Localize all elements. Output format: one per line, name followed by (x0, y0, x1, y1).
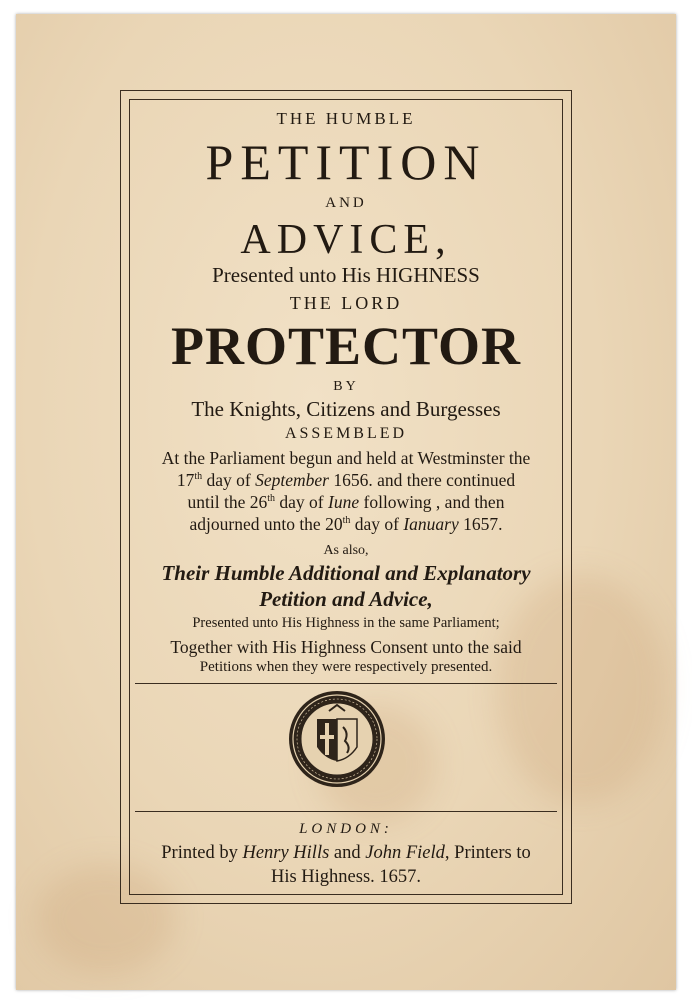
text-span: day of (350, 514, 404, 534)
ordinal-suffix: th (267, 493, 276, 505)
printer-name: Henry Hills (242, 843, 330, 863)
title-line-presented: Presented unto His HIGHNESS (212, 263, 480, 287)
together-line: Together with His Highness Consent unto the said (170, 637, 522, 657)
imprint-line-1 (121, 843, 571, 864)
title-line-knights: The Knights, Citizens and Burgesses (191, 397, 501, 421)
divider-rule-bottom (135, 811, 557, 812)
printer-name: John Field (365, 843, 445, 863)
divider-rule-top (135, 683, 557, 684)
petitions-line: Petitions when they were respectively presented. (199, 659, 493, 675)
imprint-place: LONDON: (299, 821, 393, 837)
ordinal-suffix: th (194, 471, 203, 483)
month-name: September (255, 470, 329, 490)
italic-title-1: Their Humble Additional and Explanatory (161, 561, 531, 585)
title-line-assembled: ASSEMBLED (284, 425, 408, 442)
italic-title-2: Petition and Advice, (259, 587, 433, 611)
month-name: Ianuary (403, 514, 459, 534)
text-span: until the 26 (187, 492, 268, 512)
as-also: As also, (323, 543, 369, 558)
para-line-2 (121, 471, 571, 490)
title-line-petition: PETITION (205, 134, 487, 190)
text-span: following , and then (359, 492, 505, 512)
text-span: 1656. and there continued (329, 470, 516, 490)
title-line-protector: PROTECTOR (170, 316, 522, 376)
title-line-the-lord: THE LORD (289, 293, 403, 313)
seal-emblem (287, 689, 387, 789)
title-line-advice: ADVICE, (240, 217, 452, 263)
para-line-1: At the Parliament begun and held at Westminster the (161, 448, 531, 468)
text-span: and (329, 843, 366, 863)
title-line-by: BY (333, 379, 359, 394)
para-line-3 (121, 493, 571, 512)
imprint-line-2: His Highness. 1657. (270, 867, 422, 887)
month-name: Iune (328, 492, 360, 512)
title-border-outer (120, 90, 572, 904)
text-span: Printed by (161, 843, 243, 863)
text-span: 1657. (458, 514, 503, 534)
text-span: day of (275, 492, 329, 512)
title-line-and: AND (325, 195, 367, 211)
document-page (16, 14, 676, 990)
day-number: 17 (176, 470, 195, 490)
presented-line: Presented unto His Highness in the same Parliament; (192, 615, 500, 631)
text-span: adjourned unto the 20 (189, 514, 343, 534)
ordinal-suffix: th (342, 515, 351, 527)
title-line-humble: THE HUMBLE (276, 109, 416, 128)
text-span: day of (202, 470, 256, 490)
para-line-4 (121, 515, 571, 534)
text-span: , Printers to (444, 843, 531, 863)
